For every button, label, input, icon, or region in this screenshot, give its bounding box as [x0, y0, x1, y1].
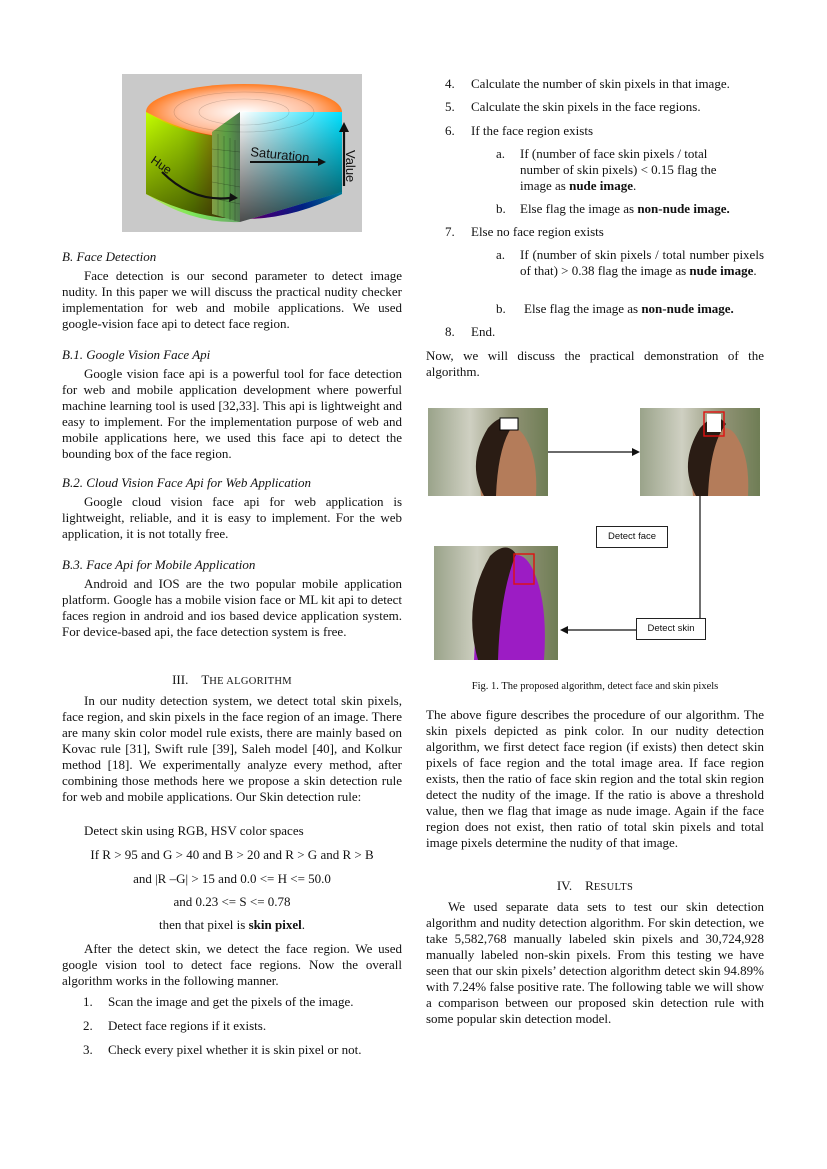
section-b1-heading: B.1. Google Vision Face Api	[62, 347, 211, 362]
algo-step-6-text: If the face region exists	[471, 123, 594, 138]
section-iv-paragraph: We used separate data sets to test our skin detection algorithm and nudity detection algorithm. For skin detection, we take 5,582,768 manually labeled skin pixels and 30,724,928 manually labeled non-skin pixels. From this testing we have seen that our skin pixels’ detection algorithm detect skin 94.89% with 7.24% false positive rate. The following table we will show a comparison between our proposed skin detection rule with some popular skin detection model.	[426, 899, 764, 1026]
algo-step-3-num: 3.	[83, 1042, 93, 1057]
step-6b-plain: Else flag the image as	[520, 201, 638, 216]
algo-step-4-num: 4.	[445, 76, 455, 91]
skin-rule-line-4-text: then that pixel is	[159, 917, 249, 932]
step-6b-label: b.	[496, 201, 506, 216]
algo-step-4	[445, 76, 730, 92]
hsv-cylinder-graphic	[122, 74, 362, 232]
skin-rule-line-1: If R > 95 and G > 40 and B > 20 and R > G and R > B	[90, 847, 374, 862]
demo-intro-paragraph: Now, we will discuss the practical demonstration of the algorithm.	[426, 348, 764, 379]
step-7b-label: b.	[496, 301, 506, 316]
face-detected-image	[640, 408, 760, 496]
algo-step-8-text: End.	[471, 324, 496, 339]
skin-rule-line-4-bold: skin pixel	[248, 917, 302, 932]
detect-skin-box: Detect skin	[636, 618, 706, 640]
section-b1-paragraph: Google vision face api is a powerful tool for face detection for web and mobile application development where powerful machine learning tool is used [32,33]. This api is lightweight and easy to implement. For the implementation purpose of web and mobile applications here, we used this face api to detect the bounding box of the face region.	[62, 366, 402, 461]
section-b2-heading: B.2. Cloud Vision Face Api for Web Application	[62, 475, 312, 490]
section-iii-paragraph-1: In our nudity detection system, we detect total skin pixels, face region, and skin pixels in the face region of an image. There are many skin color model rule exists, there are mainly based on Kovac rule [31], Swift rule [39], Saleh model [40], and Kolkur method [18]. We experimentally analyze every method, after combining those methods here we propose a skin detection rule for web and mobile applications. Our Skin detection rule:	[62, 693, 402, 804]
step-6a-plain: If (number of face skin pixels / total number of skin pixels) < 0.15 flag the image as	[520, 146, 717, 193]
section-b-heading: B. Face Detection	[62, 249, 157, 264]
algo-step-7-num: 7.	[445, 224, 455, 239]
algo-step-7	[445, 224, 604, 240]
skin-rule-intro: Detect skin using RGB, HSV color spaces	[84, 823, 304, 838]
algo-step-1-num: 1.	[83, 994, 93, 1009]
section-b3-heading: B.3. Face Api for Mobile Application	[62, 557, 256, 572]
algo-step-5-num: 5.	[445, 99, 455, 114]
algo-step-4-text: Calculate the number of skin pixels in that image.	[471, 76, 730, 91]
step-7a-plain: If (number of skin pixels / total number pixels of that) > 0.38 flag the image as	[520, 247, 764, 278]
step-7b-bold: non-nude image.	[641, 301, 734, 316]
section-iv-heading	[426, 878, 764, 894]
step-7b-text	[524, 301, 764, 317]
step-7b-plain: Else flag the image as	[524, 301, 642, 316]
step-6b-text	[520, 201, 760, 217]
skin-rule-line-4	[62, 917, 402, 933]
section-iv-title-rest: ESULTS	[593, 882, 634, 893]
skin-rule-line-4-end: .	[301, 917, 305, 932]
section-b2-paragraph: Google cloud vision face api for web application is lightweight, reliable, and it is easy to implement. For the web application, it is not totally free.	[62, 494, 402, 541]
section-iii-heading	[62, 672, 402, 688]
section-iii-number: III.	[172, 672, 189, 687]
step-7a-bold: nude image	[689, 263, 754, 278]
algo-step-2-text: Detect face regions if it exists.	[108, 1018, 267, 1033]
algo-step-6-num: 6.	[445, 123, 455, 138]
algo-step-1	[83, 994, 353, 1010]
algo-step-7-text: Else no face region exists	[471, 224, 604, 239]
detect-face-box: Detect face	[596, 526, 668, 548]
algo-step-8	[445, 324, 495, 340]
hsv-cylinder-figure	[122, 74, 362, 232]
section-b-paragraph: Face detection is our second parameter to detect image nudity. In this paper we will discuss the practical nudity checker implementation for web and mobile applications. We used google-vision face api to detect face region.	[62, 268, 402, 331]
algo-step-1-text: Scan the image and get the pixels of the image.	[108, 994, 354, 1009]
step-6a-bold: nude image	[569, 178, 634, 193]
section-iii-paragraph-2: After the detect skin, we detect the face region. We used google vision tool to detect face regions. Now the overall algorithm works in the following manner.	[62, 941, 402, 988]
algo-step-5-text: Calculate the skin pixels in the face regions.	[471, 99, 701, 114]
algo-step-2	[83, 1018, 266, 1034]
algo-step-8-num: 8.	[445, 324, 455, 339]
figure-description-paragraph: The above figure describes the procedure of our algorithm. The skin pixels depicted as pink color. In our nudity detection algorithm, we first detect face region (if exists) then detect skin pixels of face region and the total image area. If face region exists, then the ratio of face skin region and the total skin region detect the nudity of the image. If the ratio is above a threshold value, then we flag that image as nude image. Again if the face region does not exist, then ratio of total skin pixels and total image pixels determine the nudity of that image.	[426, 707, 764, 850]
algo-step-6	[445, 123, 593, 139]
section-iv-number: IV.	[556, 878, 573, 893]
figure-1-caption: Fig. 1. The proposed algorithm, detect face and skin pixels	[471, 681, 719, 692]
step-6b-bold: non-nude image.	[637, 201, 730, 216]
hue-label: Hue	[148, 152, 175, 178]
skin-rule-line-2: and |R –G| > 15 and 0.0 <= H <= 50.0	[133, 871, 331, 886]
step-7a-text: If (number of skin pixels / total number pixels of that) > 0.38 flag the image as nude image.	[520, 247, 764, 278]
algo-step-2-num: 2.	[83, 1018, 93, 1033]
step-7a-label: a.	[496, 247, 506, 262]
section-iii-title-rest: HE ALGORITHM	[209, 676, 292, 687]
saturation-label: Saturation	[249, 144, 311, 166]
section-b3-paragraph: Android and IOS are the two popular mobile application platform. Google has a mobile vision face or ML kit api to detect faces region in android and ios based device application system. For device-based api, the face detection system is free.	[62, 576, 402, 639]
figure-1-graphic	[426, 404, 764, 664]
algo-step-5	[445, 99, 701, 115]
algo-step-3	[83, 1042, 361, 1058]
step-6a-text: If (number of face skin pixels / total number of skin pixels) < 0.15 flag the image as nude image.	[520, 146, 717, 193]
value-label: Value	[343, 150, 358, 183]
original-image	[428, 408, 548, 496]
skin-rule-line-3: and 0.23 <= S <= 0.78	[173, 894, 291, 909]
section-iii-title-first: T	[201, 672, 210, 687]
skin-detected-image	[434, 546, 558, 660]
step-6a-label: a.	[496, 146, 506, 161]
section-iv-title-first: R	[585, 878, 594, 893]
figure-1-diagram	[426, 404, 764, 664]
algo-step-3-text: Check every pixel whether it is skin pixel or not.	[108, 1042, 362, 1057]
